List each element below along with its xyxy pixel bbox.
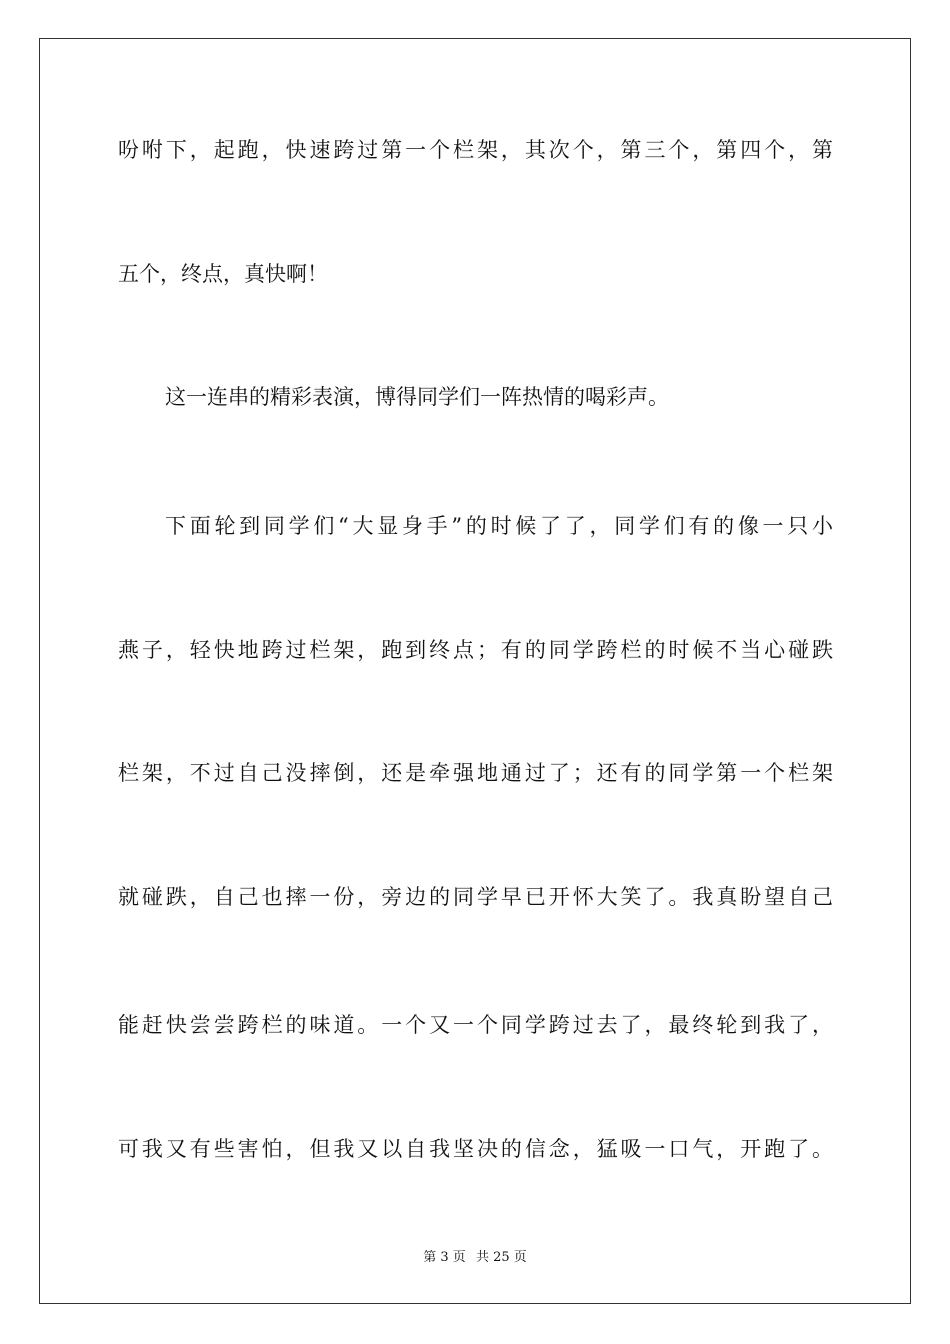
text-line: 燕子，轻快地跨过栏架，跑到终点；有的同学跨栏的时候不当心碰跌 [118, 638, 833, 662]
text-line: 就碰跌，自己也摔一份，旁边的同学早已开怀大笑了。我真盼望自己 [118, 885, 833, 909]
page-border [39, 38, 911, 1304]
text-line: 可我又有些害怕，但我又以自我坚决的信念，猛吸一口气，开跑了。 [118, 1137, 833, 1161]
text-line: 能赶快尝尝跨栏的味道。一个又一个同学跨过去了，最终轮到我了， [118, 1013, 833, 1037]
text-line: 栏架，不过自己没摔倒，还是牵强地通过了；还有的同学第一个栏架 [118, 761, 833, 785]
page-footer [0, 1246, 950, 1265]
text-line: 吩咐下，起跑，快速跨过第一个栏架，其次个，第三个，第四个，第 [118, 138, 833, 162]
text-line: 这一连串的精彩表演，博得同学们一阵热情的喝彩声。 [165, 385, 669, 409]
text-line: 五个，终点，真快啊！ [118, 262, 328, 286]
page-number: 第 3 页 [423, 1250, 466, 1265]
text-line: 下面轮到同学们“大显身手”的时候了了，同学们有的像一只小 [165, 514, 833, 538]
total-pages: 共 25 页 [475, 1250, 527, 1265]
